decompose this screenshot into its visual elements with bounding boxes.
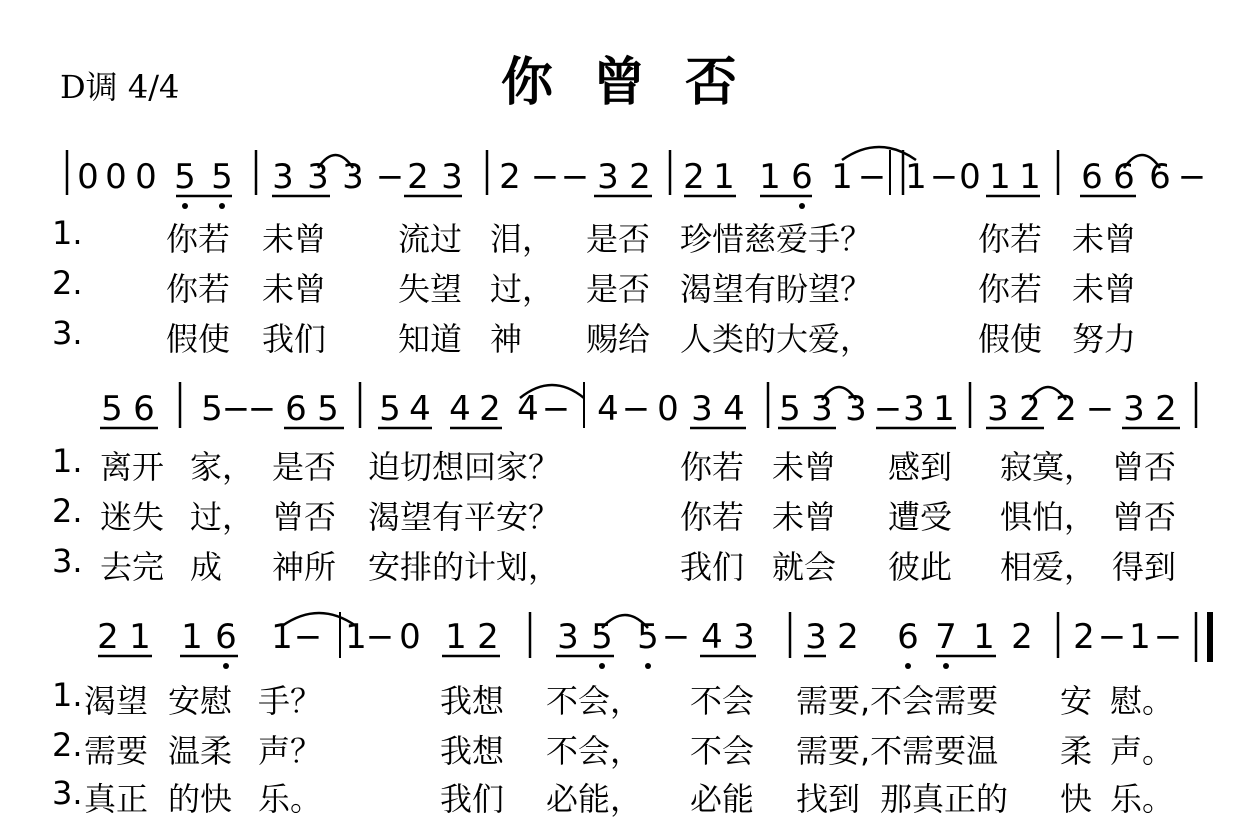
lyric-word: 珍惜慈爱手？ (680, 220, 873, 258)
lyric-word: 安 (1060, 682, 1093, 720)
lyric-word: 1. (52, 442, 83, 480)
note: 3 (691, 389, 713, 429)
note: 2 (1055, 389, 1077, 429)
lyric-word: 迷失 (100, 498, 165, 536)
note: 2 (97, 617, 119, 657)
note: − (375, 157, 405, 197)
note: 2 (683, 157, 705, 197)
lyric-word: 你若 (680, 448, 745, 486)
note: 5 (591, 617, 613, 657)
lyric-word: 神所 (272, 548, 337, 586)
note: 1 (989, 157, 1011, 197)
octave-dot (905, 663, 911, 669)
note: − (661, 617, 691, 657)
octave-dot (943, 663, 949, 669)
lyric-word: 赐给 (586, 320, 651, 358)
note: 4 (597, 389, 619, 429)
note: 1 (181, 617, 203, 657)
lyric-word: 是否 (586, 270, 651, 308)
lyric-word: 你若 (166, 270, 231, 308)
lyric-word: 安慰 (168, 682, 233, 720)
lyric-word: 感到 (888, 448, 953, 486)
note: 3 (903, 389, 925, 429)
note: − (560, 157, 590, 197)
note: 1 (759, 157, 781, 197)
note: − (621, 389, 651, 429)
note: 1 (271, 617, 293, 657)
note: 2 (479, 389, 501, 429)
note: 2 (837, 617, 859, 657)
lyric-word: 未曾 (1072, 220, 1137, 258)
lyric-word: 渴望有盼望？ (680, 270, 873, 308)
lyric-word: 我们 (680, 548, 745, 586)
note: 4 (701, 617, 723, 657)
note: 0 (77, 157, 99, 197)
note: 5 (637, 617, 659, 657)
note: 0 (105, 157, 127, 197)
song-title: 你曾否 (500, 53, 777, 113)
note: 6 (1113, 157, 1135, 197)
lyric-word: 家， (190, 448, 255, 486)
note: − (221, 389, 251, 429)
lyric-word: 声？ (258, 732, 323, 770)
lyric-word: 2. (52, 264, 83, 302)
note: 3 (987, 389, 1009, 429)
lyric-word: 曾否 (1112, 448, 1177, 486)
lyric-word: 1. (52, 214, 83, 252)
lyric-word: 不会 (690, 682, 755, 720)
octave-dot (645, 663, 651, 669)
lyric-word: 安排的计划， (368, 548, 561, 586)
lyric-word: 离开 (100, 448, 165, 486)
lyric-word: 3. (52, 542, 83, 580)
lyric-word: 迫切想回家？ (368, 448, 561, 486)
lyric-word: 快 (1060, 780, 1093, 818)
note: 4 (517, 389, 539, 429)
lyric-word: 相爱， (1000, 548, 1097, 586)
lyric-word: 需要,不会需要 (796, 682, 999, 720)
key-signature: D调 4/4 (60, 68, 180, 106)
lyric-word: 真正 (84, 780, 149, 818)
lyric-word: 你若 (978, 270, 1043, 308)
note: 0 (657, 389, 679, 429)
note: 1 (905, 157, 927, 197)
lyric-word: 我们 (440, 780, 505, 818)
lyric-word: 温柔 (168, 732, 233, 770)
lyric-word: 是否 (272, 448, 337, 486)
octave-dot (219, 203, 225, 209)
lyric-word: 成 (190, 548, 223, 586)
note: 3 (272, 157, 294, 197)
note: 0 (959, 157, 981, 197)
lyric-word: 乐。 (1110, 780, 1175, 818)
note: 3 (805, 617, 827, 657)
note: 1 (831, 157, 853, 197)
lyric-word: 你若 (978, 220, 1043, 258)
note: − (1153, 617, 1183, 657)
lyric-word: 需要 (84, 732, 149, 770)
note: − (1085, 389, 1115, 429)
lyric-word: 人类的大爱， (680, 320, 873, 358)
note: 3 (811, 389, 833, 429)
note: 2 (629, 157, 651, 197)
lyric-word: 不会， (546, 732, 643, 770)
lyric-word: 2. (52, 726, 83, 764)
lyric-word: 需要,不需要温 (796, 732, 999, 770)
octave-dot (799, 203, 805, 209)
lyric-word: 我们 (262, 320, 327, 358)
note: 3 (597, 157, 619, 197)
octave-dot (182, 203, 188, 209)
note: 3 (733, 617, 755, 657)
note: 3 (307, 157, 329, 197)
note: 6 (285, 389, 307, 429)
lyric-word: 你若 (680, 498, 745, 536)
note: − (541, 389, 571, 429)
lyric-word: 渴望有平安？ (368, 498, 561, 536)
note: − (365, 617, 395, 657)
note: 6 (133, 389, 155, 429)
lyric-word: 3. (52, 774, 83, 812)
note: 3 (557, 617, 579, 657)
note: 5 (317, 389, 339, 429)
note: 4 (409, 389, 431, 429)
note: 5 (211, 157, 233, 197)
note: 3 (441, 157, 463, 197)
lyric-word: 曾否 (272, 498, 337, 536)
lyric-word: 柔 (1060, 732, 1093, 770)
lyric-word: 渴望 (84, 682, 149, 720)
lyric-word: 神 (490, 320, 523, 358)
lyric-word: 惧怕， (1000, 498, 1097, 536)
lyric-word: 不会 (690, 732, 755, 770)
lyric-word: 慰。 (1110, 682, 1175, 720)
lyric-word: 是否 (586, 220, 651, 258)
lyric-word: 2. (52, 492, 83, 530)
lyric-word: 努力 (1072, 320, 1137, 358)
note: − (293, 617, 323, 657)
note: 2 (477, 617, 499, 657)
lyric-word: 遭受 (888, 498, 953, 536)
octave-dot (223, 663, 229, 669)
note: 2 (1073, 617, 1095, 657)
lyric-word: 手？ (258, 682, 323, 720)
note: 5 (174, 157, 196, 197)
note: 1 (445, 617, 467, 657)
note: 3 (342, 157, 364, 197)
note: 2 (1155, 389, 1177, 429)
note: − (857, 157, 887, 197)
lyric-word: 我想 (440, 682, 505, 720)
note: 2 (407, 157, 429, 197)
lyric-word: 的快 (168, 780, 233, 818)
note: 1 (1019, 157, 1041, 197)
lyric-word: 未曾 (772, 498, 837, 536)
lyric-word: 得到 (1112, 548, 1177, 586)
lyric-word: 泪， (490, 220, 555, 258)
lyric-word: 未曾 (262, 220, 327, 258)
note: 0 (399, 617, 421, 657)
note: 1 (129, 617, 151, 657)
lyric-word: 那真正的 (880, 780, 1009, 818)
lyric-word: 过， (490, 270, 555, 308)
note: 2 (1011, 617, 1033, 657)
lyric-word: 就会 (772, 548, 837, 586)
note: 1 (1129, 617, 1151, 657)
note: 6 (215, 617, 237, 657)
note: 3 (845, 389, 867, 429)
note: 5 (101, 389, 123, 429)
note: − (530, 157, 560, 197)
note: 5 (779, 389, 801, 429)
note: − (873, 389, 903, 429)
note: − (1097, 617, 1127, 657)
note: − (929, 157, 959, 197)
note: − (247, 389, 277, 429)
lyric-word: 未曾 (1072, 270, 1137, 308)
octave-dot (599, 663, 605, 669)
lyric-word: 失望 (398, 270, 463, 308)
note: 1 (713, 157, 735, 197)
lyric-word: 假使 (978, 320, 1043, 358)
lyric-word: 假使 (166, 320, 231, 358)
note: 0 (135, 157, 157, 197)
note: 6 (1081, 157, 1103, 197)
lyric-word: 过， (190, 498, 255, 536)
note: 3 (1123, 389, 1145, 429)
note: 6 (1149, 157, 1171, 197)
note: 6 (791, 157, 813, 197)
lyric-word: 曾否 (1112, 498, 1177, 536)
lyric-word: 未曾 (772, 448, 837, 486)
lyric-word: 你若 (166, 220, 231, 258)
note: 5 (201, 389, 223, 429)
note: − (1177, 157, 1207, 197)
lyric-word: 彼此 (888, 548, 953, 586)
note: 2 (1019, 389, 1041, 429)
lyric-word: 乐。 (258, 780, 323, 818)
lyric-word: 未曾 (262, 270, 327, 308)
lyric-word: 1. (52, 676, 83, 714)
note: 5 (379, 389, 401, 429)
note: 2 (499, 157, 521, 197)
lyric-word: 3. (52, 314, 83, 352)
note: 1 (933, 389, 955, 429)
lyric-word: 必能， (546, 780, 643, 818)
note: 4 (723, 389, 745, 429)
lyric-word: 必能 (690, 780, 755, 818)
lyric-word: 找到 (796, 780, 861, 818)
lyric-word: 流过 (398, 220, 463, 258)
note: 6 (897, 617, 919, 657)
note: 1 (973, 617, 995, 657)
note: 1 (345, 617, 367, 657)
lyric-word: 知道 (398, 320, 463, 358)
lyric-word: 不会， (546, 682, 643, 720)
lyric-word: 寂寞， (1000, 448, 1097, 486)
lyric-word: 声。 (1110, 732, 1175, 770)
note: 4 (449, 389, 471, 429)
lyric-word: 去完 (100, 548, 165, 586)
lyric-word: 我想 (440, 732, 505, 770)
note: 7 (935, 617, 957, 657)
